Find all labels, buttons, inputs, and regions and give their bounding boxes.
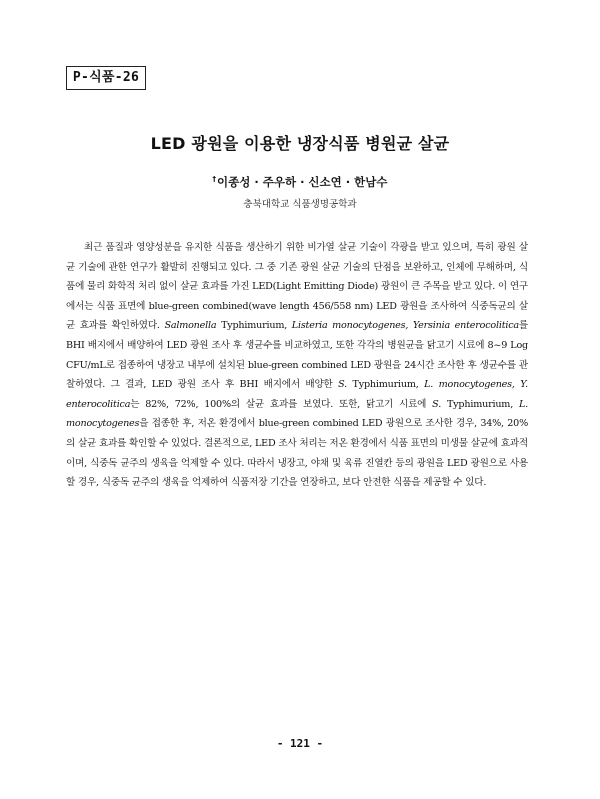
paper-title: LED 광원을 이용한 냉장식품 병원균 살균 xyxy=(150,134,450,153)
affiliation: 충북대학교 식품생명공학과 xyxy=(243,199,357,210)
species-name: S. xyxy=(432,398,442,410)
species-name: Salmonella xyxy=(164,320,217,332)
abstract-text: 를 BHI 배지에서 배양하여 LED 광원 조사 후 생균수를 비교하였고, 또한 각각의 병원균을 닭고기 시료에 8~9 Log CFU/mL로 접종하여 냉장고 내부에 설치된 blue-green combined LED 광원을 24시간 조사한 후 생균수를 관찰하였다. 그 결과, LED 광원 조사 후 BHI 배지에서 배양한 xyxy=(66,320,528,391)
abstract-text: 는 82%, 72%, 100%의 살균 효과를 보였다. 또한, 닭고기 시료에 xyxy=(130,398,433,410)
author-line xyxy=(0,174,600,190)
author-names: 이종성 · 주우하 · 신소연 · 한남수 xyxy=(217,175,388,189)
species-name: L. monocytogenes xyxy=(66,398,528,430)
species-name: Listeria monocytogenes, Yersinia enterocolitica xyxy=(291,320,519,332)
page-number: - 121 - xyxy=(276,737,324,750)
abstract-text: Typhimurium, xyxy=(441,398,519,410)
session-code-box: P-식품-26 xyxy=(66,66,146,90)
species-name: S. xyxy=(338,379,348,391)
corresponding-author-mark: † xyxy=(212,175,217,183)
abstract-paragraph xyxy=(66,238,528,493)
abstract-text: Typhimurium, xyxy=(347,379,425,391)
abstract-text: 최근 품질과 영양성분을 유지한 식품을 생산하기 위한 비가열 살균 기술이 각광을 받고 있으며, 특히 광원 살균 기술에 관한 연구가 활발히 진행되고 있다. 그 중 기존 광원 살균 기술의 단점을 보완하고, 인체에 무해하며, 식품에 물리 화학적 처리 없이 살균 효과를 가진 LED(Light Emitting Diode) 광원이 큰 주목을 받고 있다. 이 연구에서는 식품 표면에 blue-green combined(wave length 456/558 nm) LED 광원을 조사하여 식중독균의 살균 효과를 확인하였다. xyxy=(66,242,528,332)
abstract-text: Typhimurium, xyxy=(216,320,292,332)
species-name: L. monocytogenes, Y. enterocolitica xyxy=(66,379,528,410)
abstract-text: 을 접종한 후, 저온 환경에서 blue-green combined LED 광원으로 조사한 경우, 34%, 20%의 살균 효과를 확인할 수 있었다. 결론적으로, LED 조사 처리는 저온 환경에서 식품 표면의 미생물 살균에 효과적이며, 식중독 균주의 생육을 억제할 수 있다. 따라서 냉장고, 야채 및 육류 진열칸 등의 광원을 LED 광원으로 사용할 경우, 식중독 균주의 생육을 억제하여 식품저장 기간을 연장하고, 보다 안전한 식품을 제공할 수 있다. xyxy=(66,418,528,489)
